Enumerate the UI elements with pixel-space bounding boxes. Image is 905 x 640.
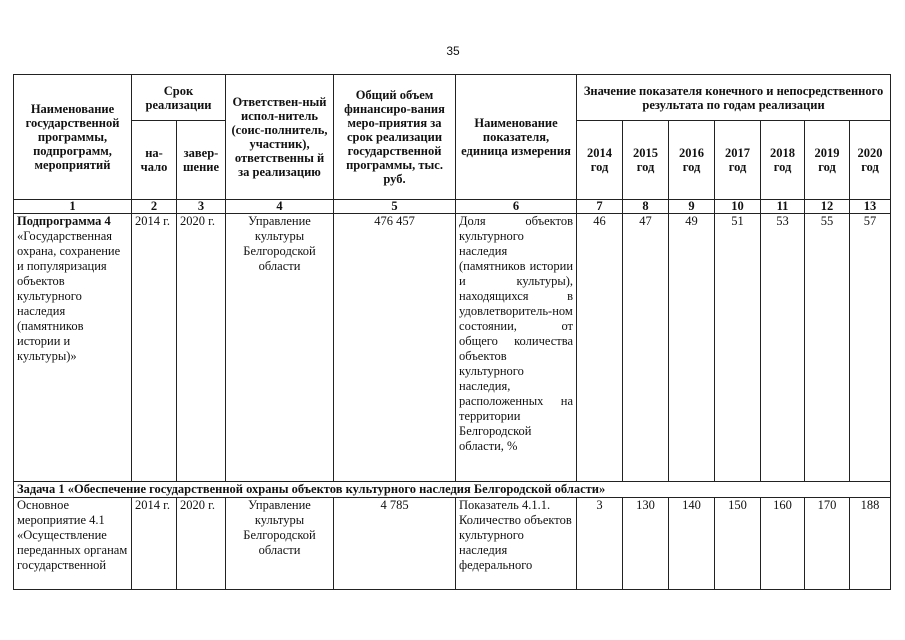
header-end: завер-шение: [177, 121, 226, 200]
task-1-title: Задача 1 «Обеспечение государственной охраны объектов культурного наследия Белгородской области»: [14, 482, 891, 498]
responsible: Управление культуры Белгородской области: [226, 498, 334, 590]
header-year-2017: 2017 год: [715, 121, 761, 200]
subprogram-name: «Государственная охрана, сохранение и популяризация объектов культурного наследия (памятников истории и культуры)»: [17, 229, 121, 363]
value-2018: 160: [761, 498, 805, 590]
column-number-row: [14, 200, 891, 214]
value-2016: 140: [669, 498, 715, 590]
value-2015: 47: [623, 214, 669, 482]
column-number: 5: [334, 200, 456, 214]
indicator-name: Показатель 4.1.1. Количество объектов культурного наследия федерального: [459, 498, 572, 572]
value-2017: 51: [715, 214, 761, 482]
start-year: 2014 г.: [132, 498, 177, 590]
column-number: 10: [715, 200, 761, 214]
header-name: Наименование государственной программы, подпрограмм, мероприятий: [14, 75, 132, 200]
header-year-2015: 2015 год: [623, 121, 669, 200]
activity-name: Основное мероприятие 4.1 «Осуществление переданных органам государственной: [17, 498, 128, 572]
funding: 476 457: [334, 214, 456, 482]
column-number: 12: [805, 200, 850, 214]
value-2014: 46: [577, 214, 623, 482]
header-indicator: Наименование показателя, единица измерения: [456, 75, 577, 200]
task-row: [14, 482, 891, 498]
header-year-2016: 2016 год: [669, 121, 715, 200]
header-year-2020: 2020 год: [850, 121, 891, 200]
responsible: Управление культуры Белгородской области: [226, 214, 334, 482]
value-2020: 57: [850, 214, 891, 482]
column-number: 1: [14, 200, 132, 214]
value-2018: 53: [761, 214, 805, 482]
activity-name-cell: [14, 498, 132, 590]
indicator-name: Доля объектов культурного наследия (памятников истории и культуры), находящихся в удовлетворитель-ном состоянии, от общего количества объектов культурного наследия, расположенных на территории Белгородской области, %: [456, 214, 577, 482]
value-2020: 188: [850, 498, 891, 590]
page-number: 35: [446, 44, 460, 58]
funding: 4 785: [334, 498, 456, 590]
header-year-2018: 2018 год: [761, 121, 805, 200]
header-values-title: Значение показателя конечного и непосредственного результата по годам реализации: [577, 75, 891, 121]
table-row: [14, 498, 891, 590]
subprogram-name-cell: [14, 214, 132, 482]
column-number: 9: [669, 200, 715, 214]
column-number: 4: [226, 200, 334, 214]
indicator-name-cell: [456, 498, 577, 590]
end-year: 2020 г.: [177, 498, 226, 590]
value-2015: 130: [623, 498, 669, 590]
column-number: 8: [623, 200, 669, 214]
column-number: 13: [850, 200, 891, 214]
column-number: 7: [577, 200, 623, 214]
program-table: [13, 74, 891, 590]
header-term: Срок реализации: [132, 75, 226, 121]
header-funding: Общий объем финансиро-вания меро-приятия за срок реализации государственной программы, тыс. руб.: [334, 75, 456, 200]
value-2017: 150: [715, 498, 761, 590]
value-2014: 3: [577, 498, 623, 590]
header-year-2014: 2014 год: [577, 121, 623, 200]
column-number: 3: [177, 200, 226, 214]
header-row-1: [14, 75, 891, 121]
column-number: 2: [132, 200, 177, 214]
column-number: 6: [456, 200, 577, 214]
value-2019: 170: [805, 498, 850, 590]
value-2019: 55: [805, 214, 850, 482]
subprogram-title: Подпрограмма 4: [17, 214, 111, 228]
header-start: на-чало: [132, 121, 177, 200]
start-year: 2014 г.: [132, 214, 177, 482]
end-year: 2020 г.: [177, 214, 226, 482]
header-year-2019: 2019 год: [805, 121, 850, 200]
table-row: [14, 214, 891, 482]
value-2016: 49: [669, 214, 715, 482]
header-responsible: Ответствен-ный испол-нитель (соис-полнитель, участник), ответственны й за реализацию: [226, 75, 334, 200]
column-number: 11: [761, 200, 805, 214]
